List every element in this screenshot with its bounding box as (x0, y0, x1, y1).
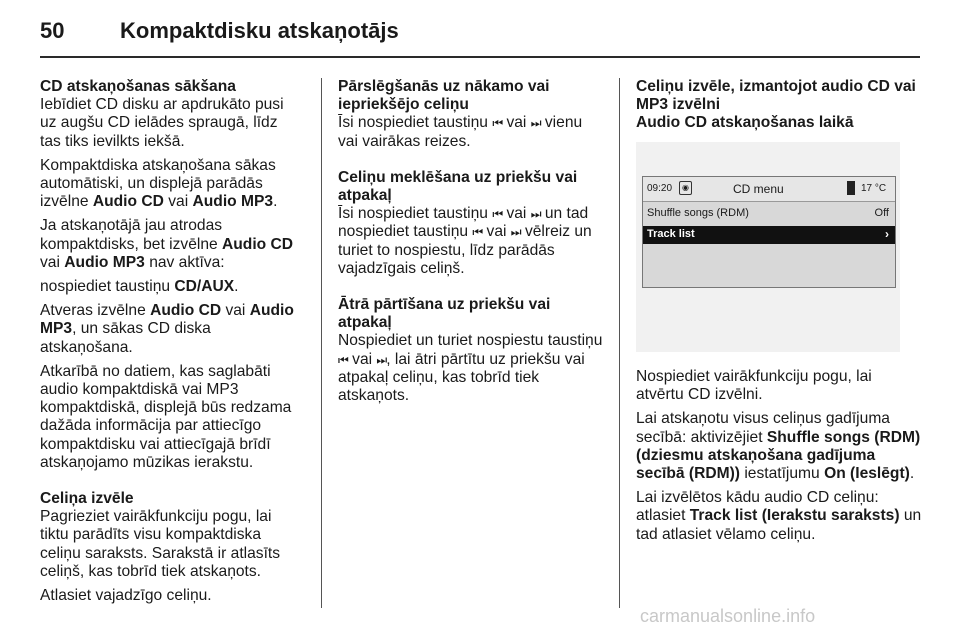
column-3 (636, 78, 922, 133)
next-track-icon: ⏭ (530, 207, 541, 222)
heading-next-prev: Pārslēgšanās uz nākamo vai iepriekšējo celiņu (338, 78, 550, 114)
page-title: Kompaktdisku atskaņotājs (120, 18, 399, 43)
screen-time: 09:20 (647, 183, 673, 194)
page-header (40, 18, 920, 58)
chevron-right-icon: › (885, 227, 889, 241)
paragraph: Pagrieziet vairākfunkciju pogu, lai tiktu parādīts visu kompaktdiska celiņu saraksts. Sarakstā ir atlasīts celiņš, kas tobrīd tiek atskaņots. (40, 508, 281, 580)
header-rule (40, 56, 920, 58)
paragraph: Atveras izvēlne Audio CD vai Audio MP3, un sākas CD diska atskaņošana. (40, 302, 294, 356)
next-track-icon: ⏭ (376, 352, 387, 367)
display-screenshot (636, 142, 900, 352)
heading-track-select: Celiņa izvēle (40, 490, 134, 508)
column-divider (619, 78, 620, 608)
menu-item-track-list[interactable] (643, 226, 895, 244)
phone-icon (847, 181, 855, 195)
prev-track-icon: ⏮ (492, 116, 503, 131)
heading-cd-start: CD atskaņošanas sākšana (40, 78, 236, 95)
menu-item-label: Shuffle songs (RDM) (647, 207, 749, 219)
heading-audio-cd: Audio CD atskaņošanas laikā (636, 114, 854, 132)
paragraph: nospiediet taustiņu CD/AUX. (40, 278, 239, 296)
paragraph: Lai izvēlētos kādu audio CD celiņu: atlasiet Track list (Ierakstu saraksts) un tad atlasiet vēlamo celiņu. (636, 489, 922, 543)
page-number: 50 (40, 18, 65, 43)
paragraph: Atkarībā no datiem, kas saglabāti audio kompaktdiskā vai MP3 kompaktdiskā, displejā būs redzama dažāda informācija par attiecīgo kompaktdisku vai attiecīgajā brīdī atskaņojamo mūzikas ierakstu. (40, 362, 292, 471)
watermark: carmanualsonline.info (640, 606, 816, 626)
paragraph: Nospiediet un turiet nospiestu taustiņu ⏮ vai ⏭, lai ātri pārtītu uz priekšu vai atpakaļ celiņu, kas tobrīd tiek atskaņots. (338, 332, 603, 405)
paragraph: Kompaktdiska atskaņošana sākas automātiski, un displejā parādās izvēlne Audio CD vai Audio MP3. (40, 156, 278, 211)
menu-item-label: Track list (647, 228, 695, 240)
heading-fast-wind: Ātrā pārtīšana uz priekšu vai atpakaļ (338, 296, 551, 332)
paragraph: Lai atskaņotu visus celiņus gadījuma secībā: aktivizējiet Shuffle songs (RDM) (dziesmu atskaņošana gadījuma secībā (RDM)) iestatījumu On (Ieslēgt). (636, 410, 921, 483)
cd-icon: ◉ (679, 181, 692, 195)
screen-status-bar (643, 177, 895, 202)
cd-menu-screen (642, 176, 896, 288)
paragraph: Iebīdiet CD disku ar apdrukāto pusi uz augšu CD ielādes spraugā, līdz tas tiks ievilkts iekšā. (40, 96, 284, 150)
heading-search: Celiņu meklēšana uz priekšu vai atpakaļ (338, 168, 578, 205)
column-2 (338, 78, 606, 411)
paragraph: Nospiediet vairākfunkciju pogu, lai atvērtu CD izvēlni. (636, 368, 872, 404)
screen-temperature: 17 °C (861, 183, 887, 194)
paragraph: Atlasiet vajadzīgo celiņu. (40, 587, 212, 605)
prev-track-icon: ⏮ (492, 207, 503, 222)
menu-item-shuffle[interactable] (643, 204, 895, 224)
heading-menu-select: Celiņu izvēle, izmantojot audio CD vai MP3 izvēlni (636, 78, 916, 114)
prev-track-icon: ⏮ (338, 352, 348, 367)
prev-track-icon: ⏮ (472, 225, 483, 240)
screen-title: CD menu (733, 182, 784, 196)
menu-item-value: Off (874, 207, 889, 219)
paragraph: Ja atskaņotājā jau atrodas kompaktdisks, bet izvēlne Audio CD vai Audio MP3 nav aktīva: (40, 217, 294, 271)
next-track-icon: ⏭ (510, 225, 521, 240)
column-1 (40, 78, 302, 611)
paragraph: Īsi nospiediet taustiņu ⏮ vai ⏭ un tad nospiediet taustiņu ⏮ vai ⏭ vēlreiz un turiet to nospiestu, līdz parādās vajadzīgais celiņš. (338, 205, 592, 277)
paragraph: Īsi nospiediet taustiņu ⏮ vai ⏭ vienu vai vairākas reizes. (338, 114, 583, 150)
next-track-icon: ⏭ (530, 116, 541, 131)
column-divider (321, 78, 322, 608)
column-3-body (636, 368, 922, 550)
